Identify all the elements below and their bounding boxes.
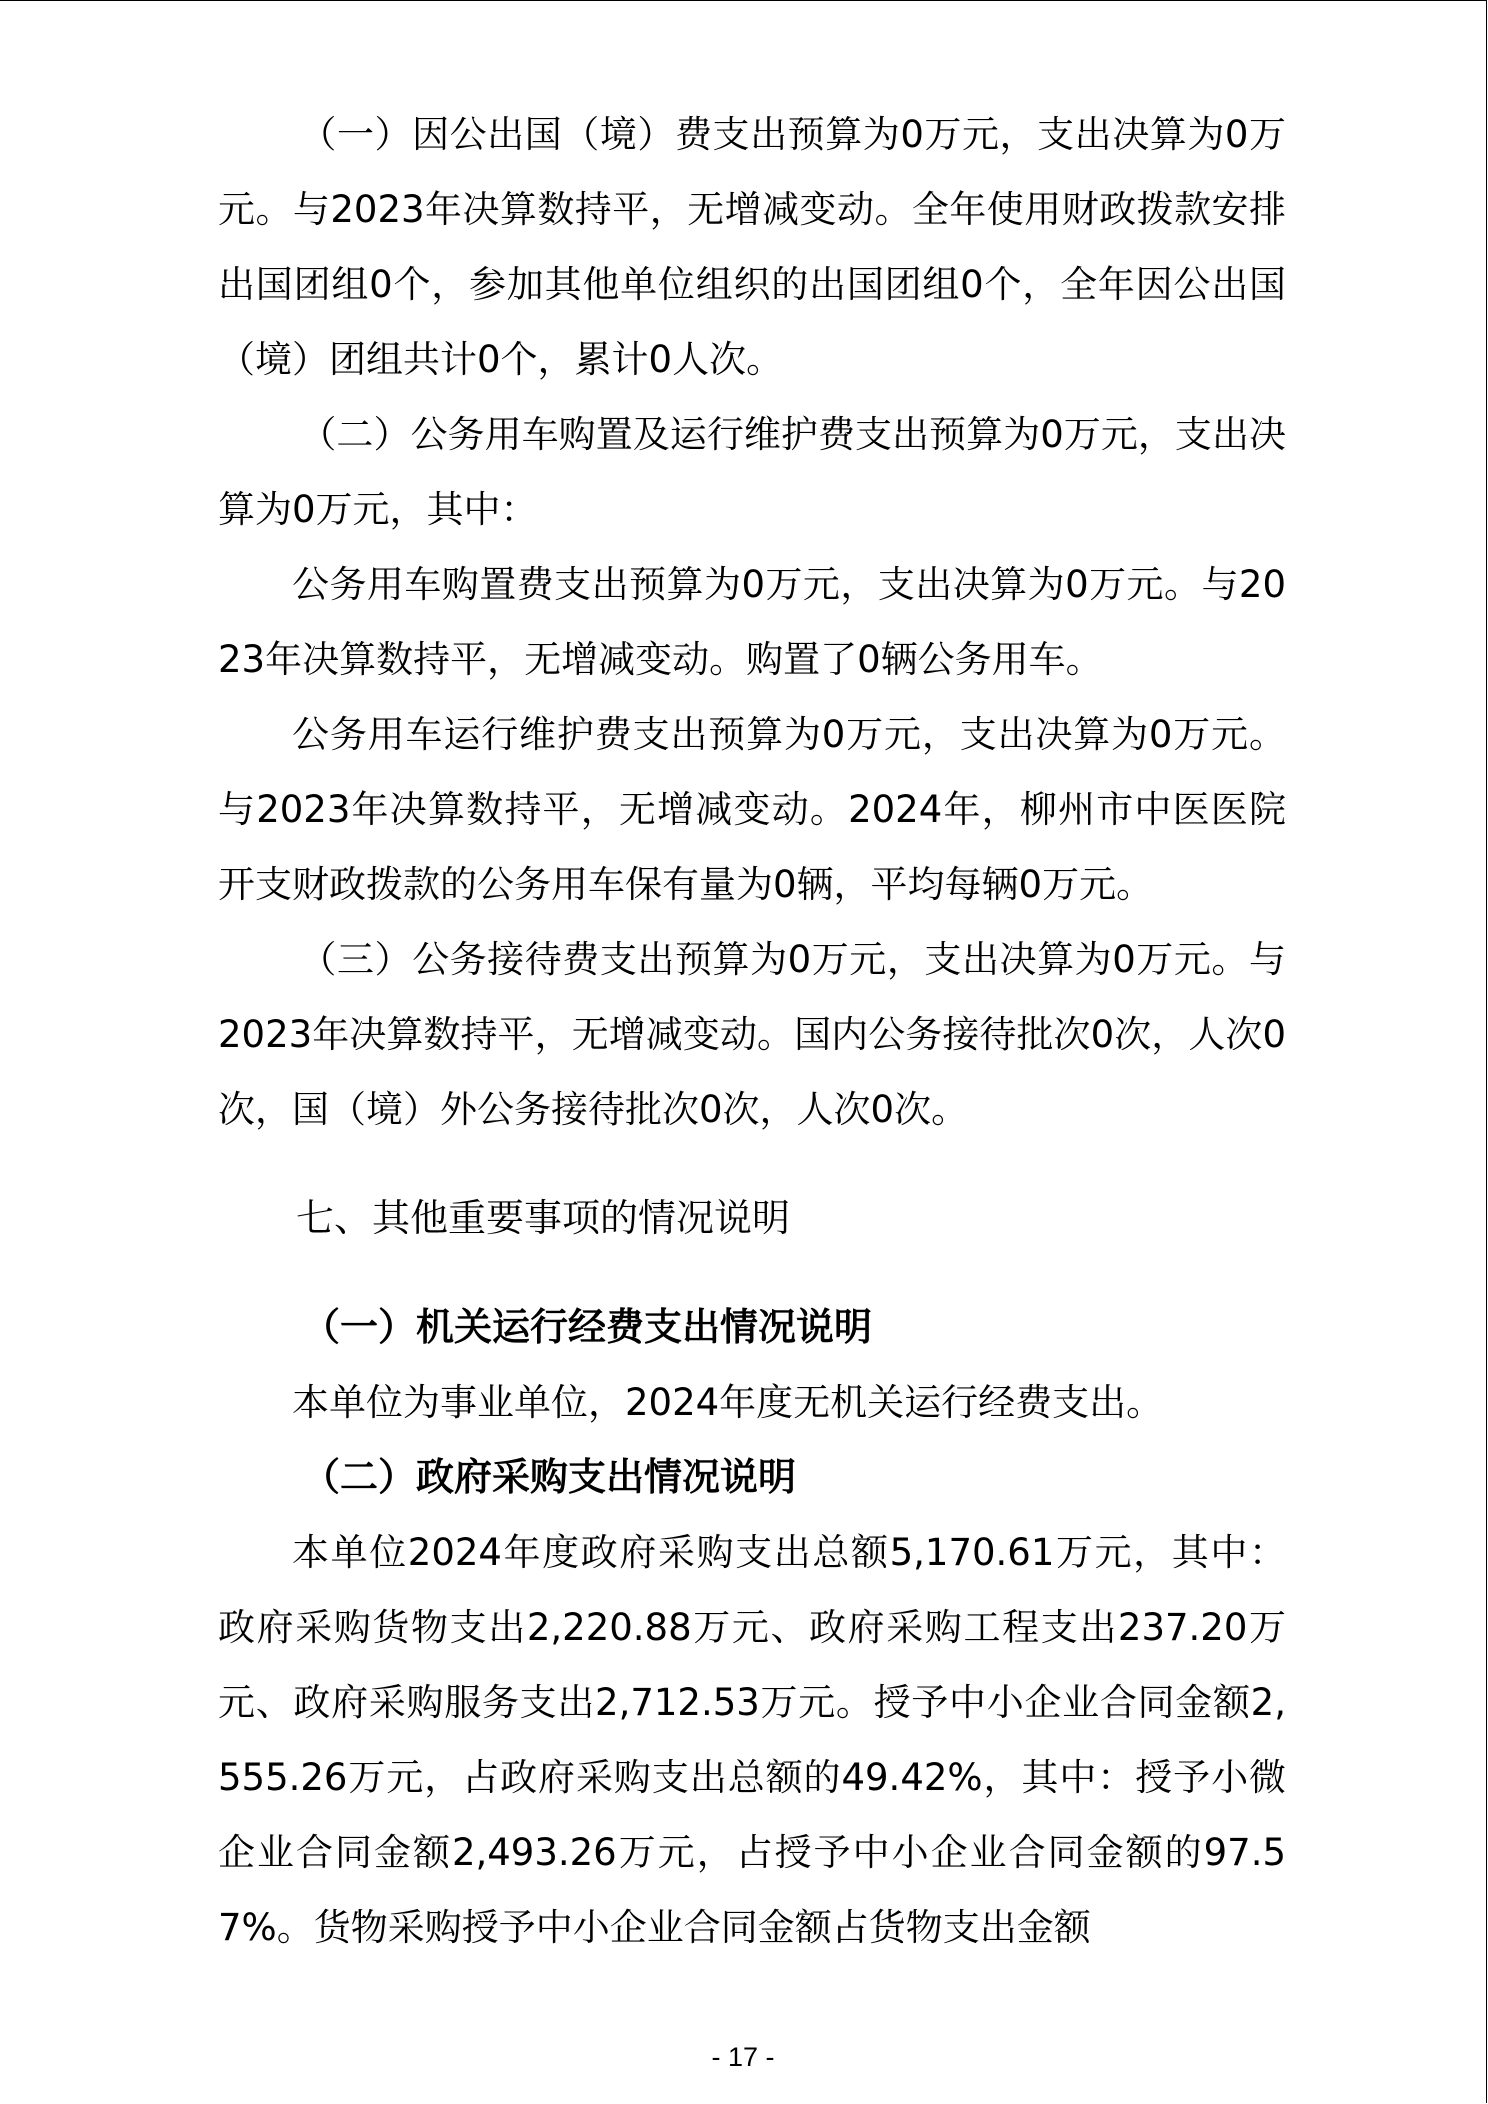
subheading-procurement: （二）政府采购支出情况说明: [302, 1455, 797, 1499]
section-heading-other-matters: 七、其他重要事项的情况说明: [296, 1196, 791, 1240]
page-number: - 17 -: [711, 2042, 775, 2072]
paragraph-reception: （三）公务接待费支出预算为0万元，支出决算为0万元。与2023年决算数持平，无增减变动。国内公务接待批次0次，人次0次，国（境）外公务接待批次0次，人次0次。: [218, 938, 1286, 1131]
paragraph-vehicle-summary: （二）公务用车购置及运行维护费支出预算为0万元，支出决算为0万元，其中：: [218, 413, 1286, 531]
subheading-operating-expenses: （一）机关运行经费支出情况说明: [302, 1305, 873, 1349]
paragraph-procurement: 本单位2024年度政府采购支出总额5,170.61万元，其中：政府采购货物支出2,220.88万元、政府采购工程支出237.20万元、政府采购服务支出2,712.53万元。授予中小企业合同金额2,555.26万元，占政府采购支出总额的49.42%，其中：授予小微企业合同金额2,493.26万元，占授予中小企业合同金额的97.57%。货物采购授予中小企业合同金额占货物支出金额: [218, 1531, 1286, 1949]
paragraph-vehicle-maintenance: 公务用车运行维护费支出预算为0万元，支出决算为0万元。与2023年决算数持平，无增减变动。2024年，柳州市中医医院开支财政拨款的公务用车保有量为0辆，平均每辆0万元。: [218, 713, 1286, 906]
paragraph-operating-expenses: 本单位为事业单位，2024年度无机关运行经费支出。: [292, 1381, 1164, 1424]
paragraph-vehicle-purchase: 公务用车购置费支出预算为0万元，支出决算为0万元。与2023年决算数持平，无增减变动。购置了0辆公务用车。: [218, 563, 1286, 681]
page-body: [218, 97, 1286, 1965]
paragraph-overseas-travel: （一）因公出国（境）费支出预算为0万元，支出决算为0万元。与2023年决算数持平，无增减变动。全年使用财政拨款安排出国团组0个，参加其他单位组织的出国团组0个，全年因公出国（境）团组共计0个，累计0人次。: [218, 113, 1286, 381]
